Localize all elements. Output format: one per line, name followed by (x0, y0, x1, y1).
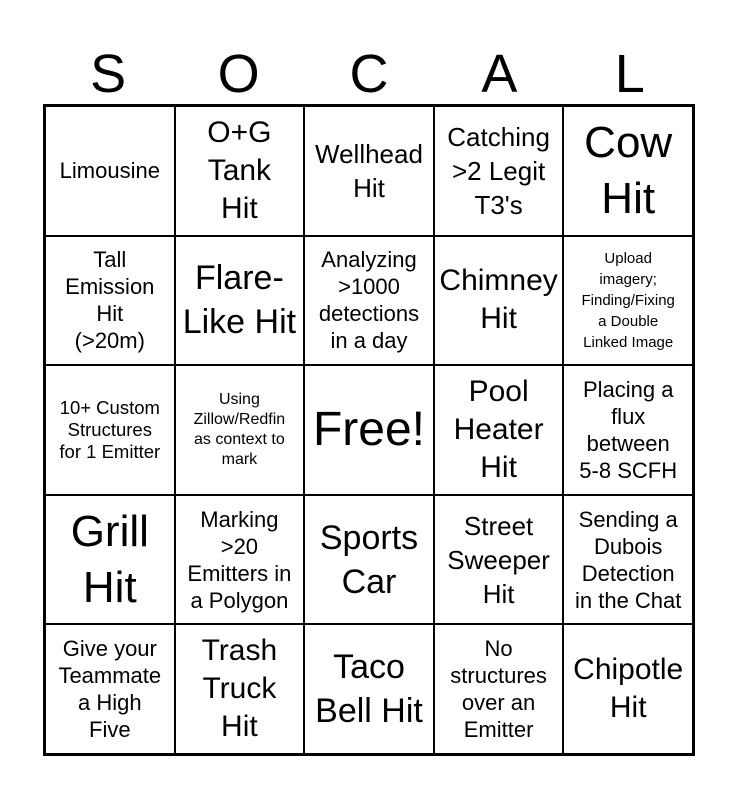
header-letter-l: L (614, 44, 645, 104)
header-letter-a: A (481, 44, 518, 104)
bingo-cell[interactable] (434, 106, 564, 236)
bingo-cell[interactable] (563, 236, 693, 366)
cell-text: Analyzing >1000 detections in a day (318, 247, 420, 354)
free-space[interactable] (304, 365, 434, 495)
cell-text: Marking >20 Emitters in a Polygon (187, 506, 292, 613)
cell-text: Sports Car (319, 518, 419, 601)
bingo-cell[interactable] (45, 106, 175, 236)
cell-text: No structures over an Emitter (450, 636, 547, 743)
cell-text: Give your Teammate a High Five (58, 636, 162, 743)
bingo-cell[interactable] (304, 495, 434, 625)
cell-text: 10+ Custom Structures for 1 Emitter (59, 396, 161, 462)
bingo-cell[interactable] (563, 624, 693, 754)
bingo-cell[interactable] (563, 365, 693, 495)
cell-text: Free! (312, 402, 425, 456)
cell-text: Sending a Dubois Detection in the Chat (574, 506, 682, 613)
cell-text: Flare- Like Hit (182, 259, 297, 342)
cell-text: O+G Tank Hit (207, 115, 272, 225)
cell-text: Trash Truck Hit (201, 634, 278, 744)
bingo-header (43, 44, 695, 104)
cell-text: Wellhead Hit (315, 138, 423, 203)
bingo-cell[interactable] (45, 495, 175, 625)
bingo-cell[interactable] (304, 624, 434, 754)
bingo-cell[interactable] (434, 624, 564, 754)
cell-text: Chipotle Hit (573, 653, 684, 725)
bingo-cell[interactable] (175, 365, 305, 495)
bingo-cell[interactable] (434, 236, 564, 366)
cell-text: Upload imagery; Finding/Fixing a Double Linked Image (581, 249, 675, 351)
header-letter-o: O (217, 44, 260, 104)
bingo-cell[interactable] (45, 236, 175, 366)
cell-text: Grill Hit (70, 506, 149, 612)
bingo-cell[interactable] (563, 106, 693, 236)
bingo-cell[interactable] (175, 106, 305, 236)
cell-text: Catching >2 Legit T3's (447, 121, 550, 220)
header-letter-c: C (349, 44, 389, 104)
cell-text: Street Sweeper Hit (447, 510, 550, 609)
bingo-board (43, 104, 695, 756)
bingo-cell[interactable] (45, 624, 175, 754)
cell-text: Cow Hit (584, 117, 673, 223)
bingo-cell[interactable] (304, 106, 434, 236)
cell-text: Limousine (59, 158, 160, 184)
bingo-cell[interactable] (175, 495, 305, 625)
cell-text: Placing a flux between 5-8 SCFH (579, 376, 678, 483)
cell-text: Using Zillow/Redfin as context to mark (193, 390, 286, 468)
cell-text: Chimney Hit (439, 264, 558, 336)
cell-text: Pool Heater Hit (453, 374, 544, 484)
cell-text: Tall Emission Hit (>20m) (65, 247, 155, 354)
bingo-cell[interactable] (434, 365, 564, 495)
header-letter-s: S (90, 44, 127, 104)
bingo-cell[interactable] (175, 624, 305, 754)
bingo-cell[interactable] (45, 365, 175, 495)
bingo-cell[interactable] (434, 495, 564, 625)
cell-text: Taco Bell Hit (315, 648, 423, 731)
bingo-cell[interactable] (304, 236, 434, 366)
bingo-cell[interactable] (563, 495, 693, 625)
bingo-cell[interactable] (175, 236, 305, 366)
